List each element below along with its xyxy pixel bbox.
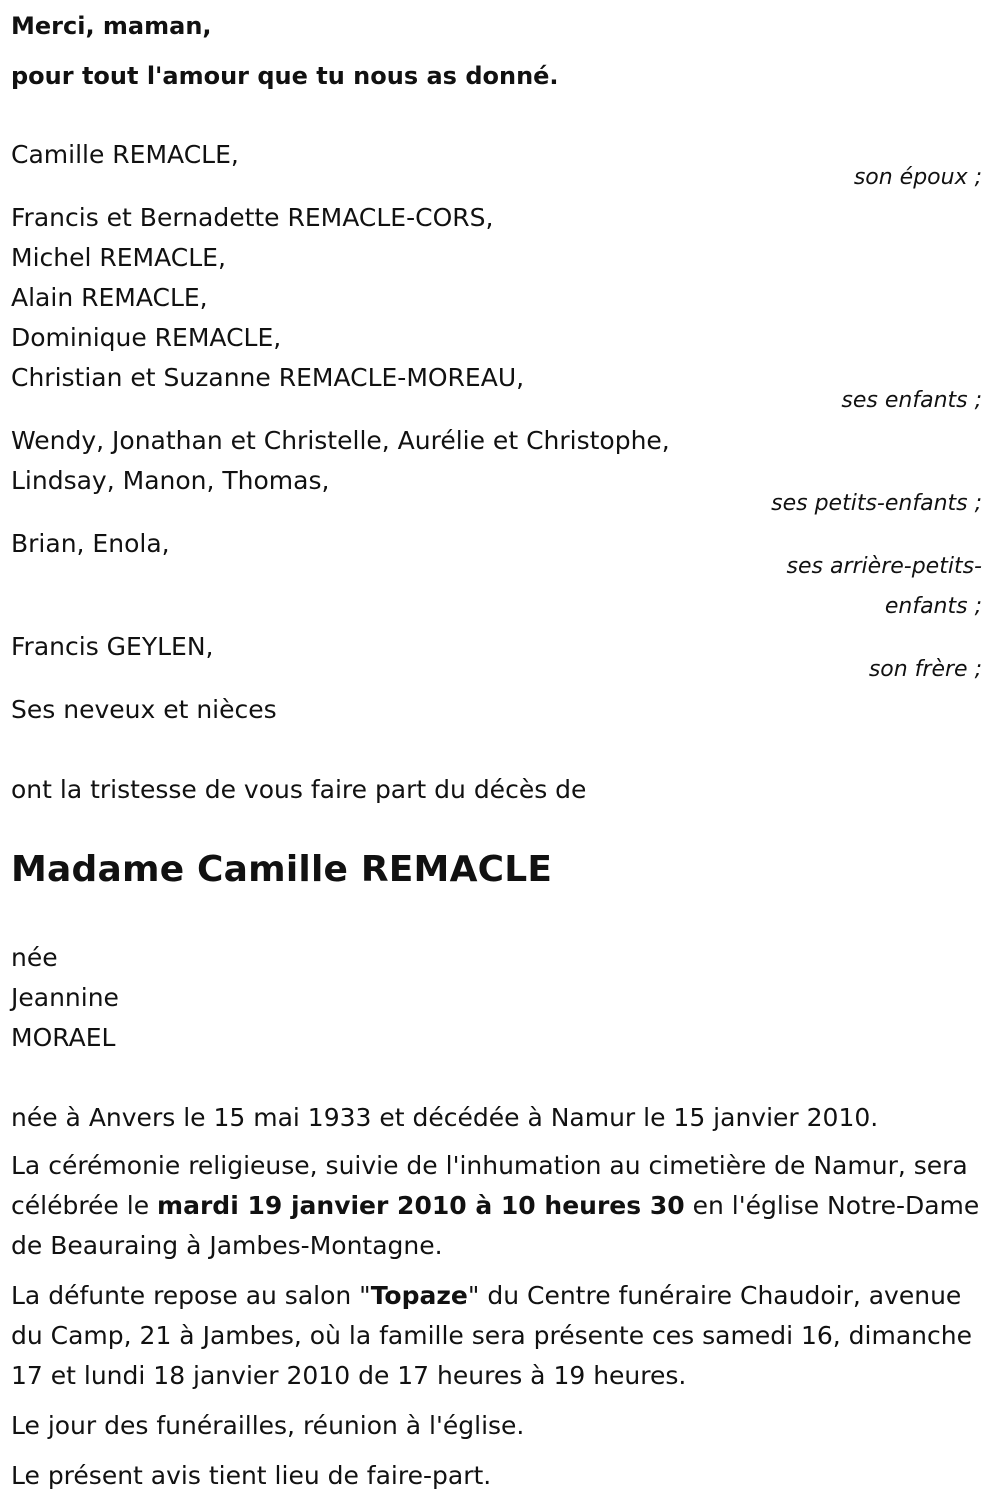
child-name: Francis et Bernadette REMACLE-CORS, bbox=[11, 203, 494, 232]
child-name: Michel REMACLE, bbox=[11, 243, 226, 272]
children-role: ses enfants ; bbox=[841, 388, 982, 413]
nee-label: née bbox=[11, 943, 58, 972]
ceremony-text-before: La cérémonie religieuse, suivie de l'inhumation au cimetière de Namur, sera célébrée le bbox=[11, 1151, 968, 1220]
faire-part-note: Le présent avis tient lieu de faire-part. bbox=[11, 1461, 492, 1490]
grandchildren-line: Wendy, Jonathan et Christelle, Aurélie et Christophe, bbox=[11, 426, 670, 455]
maiden-name: MORAEL bbox=[11, 1023, 116, 1052]
grandchildren-role: ses petits-enfants ; bbox=[771, 491, 982, 516]
child-name: Dominique REMACLE, bbox=[11, 323, 282, 352]
child-name: Christian et Suzanne REMACLE-MOREAU, bbox=[11, 363, 525, 392]
spouse-role: son époux ; bbox=[853, 165, 982, 190]
announcement-text: ont la tristesse de vous faire part du décès de bbox=[11, 775, 587, 804]
brother-role: son frère ; bbox=[868, 657, 982, 682]
rest-paragraph bbox=[11, 1276, 996, 1396]
spouse-name: Camille REMACLE, bbox=[11, 140, 239, 169]
intro-line-2: pour tout l'amour que tu nous as donné. bbox=[11, 62, 559, 90]
brother-name: Francis GEYLEN, bbox=[11, 632, 214, 661]
ceremony-paragraph bbox=[11, 1146, 996, 1266]
deceased-name: Madame Camille REMACLE bbox=[11, 849, 553, 890]
intro-line-1: Merci, maman, bbox=[11, 12, 212, 40]
great-grandchildren-role-1: ses arrière-petits- bbox=[786, 554, 982, 579]
first-name: Jeannine bbox=[11, 983, 119, 1012]
salon-name: Topaze bbox=[370, 1281, 468, 1310]
child-name: Alain REMACLE, bbox=[11, 283, 208, 312]
rest-text-before: La défunte repose au salon " bbox=[11, 1281, 371, 1310]
great-grandchildren-names: Brian, Enola, bbox=[11, 529, 170, 558]
great-grandchildren-role-2: enfants ; bbox=[884, 594, 982, 619]
nephews-nieces: Ses neveux et nièces bbox=[11, 695, 277, 724]
birth-death-details: née à Anvers le 15 mai 1933 et décédée à Namur le 15 janvier 2010. bbox=[11, 1103, 879, 1132]
ceremony-date: mardi 19 janvier 2010 à 10 heures 30 bbox=[157, 1191, 685, 1220]
funeral-day-note: Le jour des funérailles, réunion à l'église. bbox=[11, 1411, 525, 1440]
grandchildren-line: Lindsay, Manon, Thomas, bbox=[11, 466, 330, 495]
rest-text-after: " du Centre funéraire Chaudoir, avenue du Camp, 21 à Jambes, où la famille sera présente ces samedi 16, dimanche 17 et lundi 18 janvier 2010 de 17 heures à 19 heures. bbox=[11, 1281, 972, 1390]
ceremony-text-after: en l'église Notre-Dame de Beauraing à Jambes-Montagne. bbox=[11, 1191, 980, 1260]
